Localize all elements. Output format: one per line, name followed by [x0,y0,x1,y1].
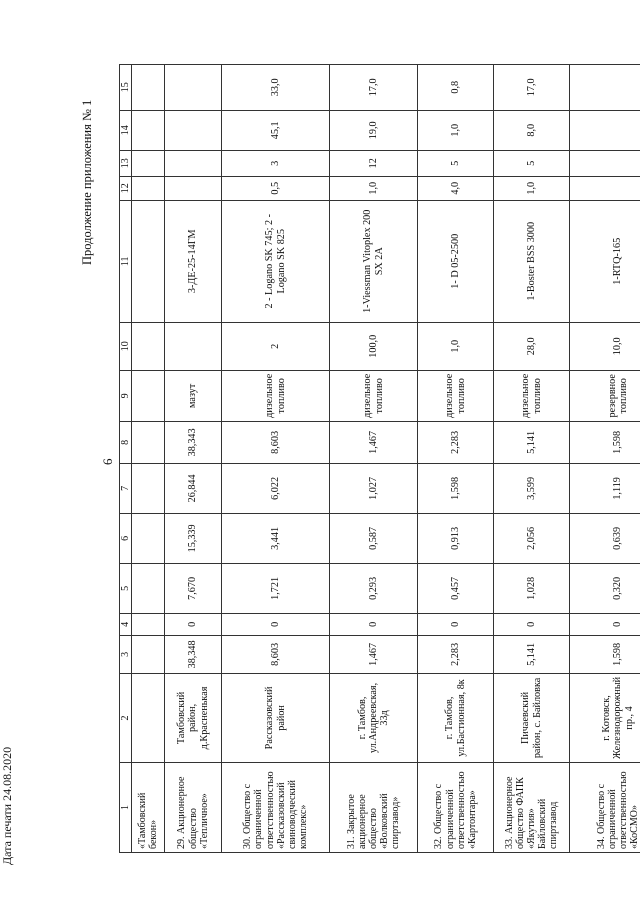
table-cell [132,64,165,110]
table-cell: 1,119 [570,463,640,513]
table-cell: 8,603 [222,635,330,673]
table-cell: 1,598 [570,421,640,463]
column-header: 1 [120,763,132,853]
table-cell: 1,027 [330,463,418,513]
table-cell: 5 [494,150,570,176]
print-date: Дата печати 24.08.2020 [0,746,14,865]
table-cell: 0,913 [418,513,494,563]
table-cell: 26,844 [165,463,222,513]
table-cell [132,613,165,635]
column-header: 12 [120,176,132,200]
table-cell [132,673,165,762]
table-cell: 0,293 [330,563,418,613]
table-cell: 29. Акционерное общество «Тепличное» [165,763,222,853]
table-cell: 5 [418,150,494,176]
column-header: 10 [120,322,132,370]
column-header: 9 [120,370,132,421]
table-cell [132,370,165,421]
table-cell: 1,598 [570,635,640,673]
table-row [165,64,222,852]
column-header: 3 [120,635,132,673]
table-cell [132,513,165,563]
column-header: 5 [120,563,132,613]
data-table [119,64,640,853]
table-cell [165,64,222,110]
table-cell: 0 [570,613,640,635]
table-cell: 17,0 [330,64,418,110]
table-cell: 5,141 [494,421,570,463]
table-cell: 17,0 [494,64,570,110]
table-cell: 10,0 [570,322,640,370]
table-cell: 3,599 [494,463,570,513]
table-cell: 0,639 [570,513,640,563]
column-header: 6 [120,513,132,563]
table-cell: 0 [222,613,330,635]
table-cell: г. Котовск, Железнодорожный пр., 4 [570,673,640,762]
table-cell [132,110,165,150]
table-cell: 33,0 [222,64,330,110]
table-cell: 0,320 [570,563,640,613]
table-cell: 1- D 05-2500 [418,200,494,322]
table-cell [132,200,165,322]
table-row [330,64,418,852]
table-cell: 30. Общество с ограниченной ответственностью «Рассказовский свиноводческий комплекс» [222,763,330,853]
table-cell: 4,0 [418,176,494,200]
table-cell: 12 [330,150,418,176]
table-cell [570,176,640,200]
table-cell: 0,8 [418,64,494,110]
table-row [132,64,165,852]
table-cell: 3 [222,150,330,176]
table-cell: 1-RTQ-165 [570,200,640,322]
table-cell: 8,603 [222,421,330,463]
table-cell: 1,0 [494,176,570,200]
table-cell: дизельное топливо [222,370,330,421]
table-cell [570,110,640,150]
table-cell [132,421,165,463]
column-header: 7 [120,463,132,513]
table-cell: резервное топливо [570,370,640,421]
table-cell: Пичаевский район, с. Байловка [494,673,570,762]
table-cell: 3,441 [222,513,330,563]
page-number: 6 [100,458,115,465]
table-cell [132,322,165,370]
column-header: 14 [120,110,132,150]
appendix-continuation-label: Продолжение приложения № 1 [80,99,94,265]
table-cell: 6,022 [222,463,330,513]
table-cell: 38,343 [165,421,222,463]
table-cell: 3-ДЕ-25-14ГМ [165,200,222,322]
table-cell [570,150,640,176]
column-header: 4 [120,613,132,635]
table-cell: 2,056 [494,513,570,563]
column-header: 2 [120,673,132,762]
table-cell: Рассказовский район [222,673,330,762]
table-cell: 0 [418,613,494,635]
table-cell: 2 - Logano SK 745; 2 - Logano SK 825 [222,200,330,322]
table-cell: 31. Закрытое акционерное общество «Волковский спиртзавод» [330,763,418,853]
table-cell: Тамбовский район, д.Красненькая [165,673,222,762]
table-cell: мазут [165,370,222,421]
table-cell: 1-Viessman Vitoplex 200 SX 2A [330,200,418,322]
table-cell: 28,0 [494,322,570,370]
table-cell: 1,598 [418,463,494,513]
table-cell: 8,0 [494,110,570,150]
table-cell: 1,0 [418,322,494,370]
table-cell: 7,670 [165,563,222,613]
table-cell [165,322,222,370]
table-cell: 38,348 [165,635,222,673]
table-cell: 1,467 [330,635,418,673]
table-cell [165,110,222,150]
table-cell [132,150,165,176]
column-header: 11 [120,200,132,322]
table-cell: 33. Акционерное общество ФАПК «Якутия» Байловский спиртзавод [494,763,570,853]
table-cell: дизельное топливо [330,370,418,421]
table-cell: 1,721 [222,563,330,613]
table-cell: 5,141 [494,635,570,673]
table-cell: г. Тамбов, ул.Бастионная, 8к [418,673,494,762]
column-header: 8 [120,421,132,463]
table-row [494,64,570,852]
table-row [222,64,330,852]
table-cell: 0,5 [222,176,330,200]
table-cell: 0 [330,613,418,635]
table-cell: 1,467 [330,421,418,463]
header-row [120,64,132,852]
table-cell: 2 [222,322,330,370]
table-cell: 1,028 [494,563,570,613]
table-cell [132,563,165,613]
table-cell: 1,0 [418,110,494,150]
column-header: 13 [120,150,132,176]
table-cell [132,176,165,200]
table-cell: 2,283 [418,421,494,463]
table-cell: 15,339 [165,513,222,563]
table-cell: 0,587 [330,513,418,563]
table-cell: 0 [494,613,570,635]
table-cell: дизельное топливо [494,370,570,421]
table-cell [570,64,640,110]
table-cell: дизельное топливо [418,370,494,421]
table-cell [132,635,165,673]
table-cell: «Тамбовский бекон» [132,763,165,853]
table-cell: 1-Boster BSS 3000 [494,200,570,322]
column-header: 15 [120,64,132,110]
table-row [570,64,640,852]
table-cell: 45,1 [222,110,330,150]
table-cell [132,463,165,513]
table-cell: 19,0 [330,110,418,150]
table-cell: 32. Общество с ограниченной ответственностью «Картонтара» [418,763,494,853]
table-cell: 2,283 [418,635,494,673]
table-cell: 0 [165,613,222,635]
table-cell [165,150,222,176]
table-cell: 0,457 [418,563,494,613]
table-cell [165,176,222,200]
table-cell: 1,0 [330,176,418,200]
table-cell: 100,0 [330,322,418,370]
table-row [418,64,494,852]
table-cell: г. Тамбов, ул.Андреевская, 33д [330,673,418,762]
table-cell: 34. Общество с ограниченной ответственностью «КоСМО» [570,763,640,853]
